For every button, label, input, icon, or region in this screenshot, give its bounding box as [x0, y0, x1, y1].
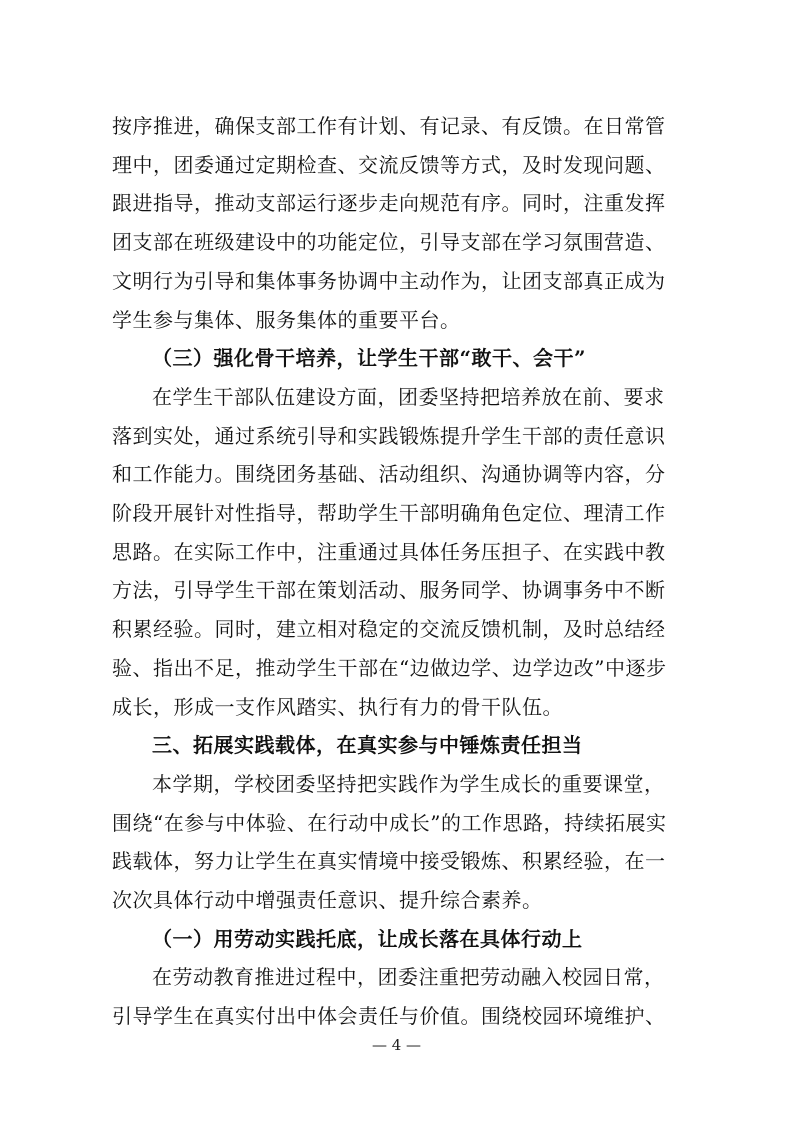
body-line: 阶段开展针对性指导，帮助学生干部明确角色定位、理清工作 [112, 501, 666, 525]
body-line: 落到实处，通过系统引导和实践锻炼提升学生干部的责任意识 [112, 423, 666, 448]
section-heading: （三）强化骨干培养，让学生干部“敢干、会干” [152, 346, 587, 371]
body-line: 在劳动教育推进过程中，团委注重把劳动融入校园日常， [152, 965, 665, 990]
body-line: 思路。在实际工作中，注重通过具体任务压担子、在实践中教 [112, 539, 666, 564]
body-line: 团支部在班级建设中的功能定位，引导支部在学习氛围营造、 [112, 230, 666, 255]
body-line: 引导学生在真实付出中体会责任与价值。围绕校园环境维护、 [112, 1004, 666, 1029]
body-line: 在学生干部队伍建设方面，团委坚持把培养放在前、要求 [152, 384, 665, 409]
body-line: 验、指出不足，推动学生干部在“边做边学、边学边改”中逐步 [112, 655, 667, 680]
body-line: 践载体，努力让学生在真实情境中接受锻炼、积累经验，在一 [112, 849, 666, 874]
body-line: 理中，团委通过定期检查、交流反馈等方式，及时发现问题、 [112, 152, 666, 177]
body-line: 成长，形成一支作风踏实、执行有力的骨干队伍。 [112, 694, 563, 719]
body-line: 学生参与集体、服务集体的重要平台。 [112, 307, 461, 332]
body-line: 围绕“在参与中体验、在行动中成长”的工作思路，持续拓展实 [112, 810, 667, 835]
body-line: 跟进指导，推动支部运行逐步走向规范有序。同时，注重发挥 [112, 191, 666, 216]
body-line: 次次具体行动中增强责任意识、提升综合素养。 [112, 888, 543, 912]
body-line: 按序推进，确保支部工作有计划、有记录、有反馈。在日常管 [112, 114, 666, 138]
section-heading: （一）用劳动实践托底，让成长落在具体行动上 [152, 926, 583, 951]
body-line: 方法，引导学生干部在策划活动、服务同学、协调事务中不断 [112, 578, 666, 603]
body-line: 积累经验。同时，建立相对稳定的交流反馈机制，及时总结经 [112, 617, 666, 642]
body-line: 和工作能力。围绕团务基础、活动组织、沟通协调等内容，分 [112, 462, 666, 487]
body-line: 文明行为引导和集体事务协调中主动作为，让团支部真正成为 [112, 268, 666, 293]
chapter-heading: 三、拓展实践载体，在真实参与中锤炼责任担当 [152, 733, 583, 758]
page-number: — 4 — [371, 1036, 422, 1054]
body-line: 本学期，学校团委坚持把实践作为学生成长的重要课堂， [152, 771, 665, 796]
